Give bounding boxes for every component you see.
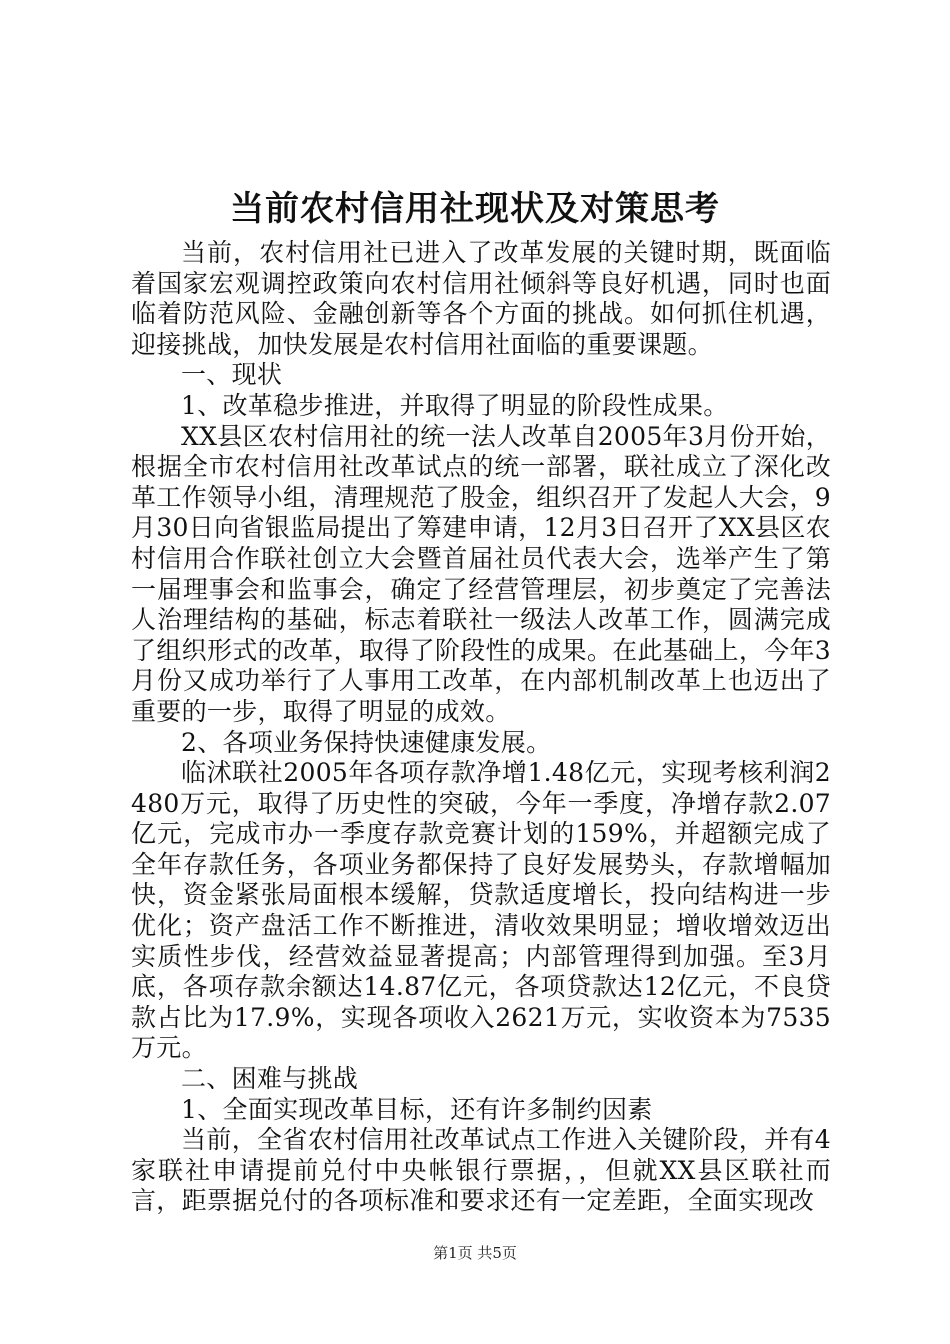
section-heading-status: 一、现状	[181, 360, 283, 390]
paragraph-constraints-details: 当前，全省农村信用社改革试点工作进入关键阶段，并有4家联社申请提前兑付中央帐银行票据，，但就XX县区联社而言，距票据兑付的各项标准和要求还有一定差距，全面实现改	[131, 1125, 831, 1216]
subheading-reform-constraints: 1、全面实现改革目标，还有许多制约因素	[181, 1094, 653, 1124]
section-heading-challenges: 二、困难与挑战	[181, 1064, 359, 1094]
document-body	[131, 238, 831, 1217]
paragraph-intro: 当前，农村信用社已进入了改革发展的关键时期，既面临着国家宏观调控政策向农村信用社倾斜等良好机遇，同时也面临着防范风险、金融创新等各个方面的挑战。如何抓住机遇，迎接挑战，加快发展是农村信用社面临的重要课题。	[131, 238, 831, 359]
paragraph-reform-details: XX县区农村信用社的统一法人改革自2005年3月份开始，根据全市农村信用社改革试点的统一部署，联社成立了深化改革工作领导小组，清理规范了股金，组织召开了发起人大会，9月30日向省银监局提出了筹建申请，12月3日召开了XX县区农村信用合作联社创立大会暨首届社员代表大会，选举产生了第一届理事会和监事会，确定了经营管理层，初步奠定了完善法人治理结构的基础，标志着联社一级法人改革工作，圆满完成了组织形式的改革，取得了阶段性的成果。在此基础上，今年3月份又成功举行了人事用工改革，在内部机制改革上也迈出了重要的一步，取得了明显的成效。	[131, 421, 831, 726]
page-footer: 第1页 共5页	[433, 1244, 517, 1262]
document-title: 当前农村信用社现状及对策思考	[230, 189, 720, 229]
subheading-business-growth: 2、各项业务保持快速健康发展。	[181, 727, 552, 757]
paragraph-business-details: 临沭联社2005年各项存款净增1.48亿元，实现考核利润2480万元，取得了历史性的突破，今年一季度，净增存款2.07亿元，完成市办一季度存款竞赛计划的159%，并超额完成了全年存款任务，各项业务都保持了良好发展势头，存款增幅加快，资金紧张局面根本缓解，贷款适度增长，投向结构进一步优化；资产盘活工作不断推进，清收效果明显；增收增效迈出实质性步伐，经营效益显著提高；内部管理得到加强。至3月底，各项存款余额达14.87亿元，各项贷款达12亿元，不良贷款占比为17.9%，实现各项收入2621万元，实收资本为7535万元。	[131, 758, 831, 1063]
subheading-reform-progress: 1、改革稳步推进，并取得了明显的阶段性成果。	[181, 390, 729, 420]
